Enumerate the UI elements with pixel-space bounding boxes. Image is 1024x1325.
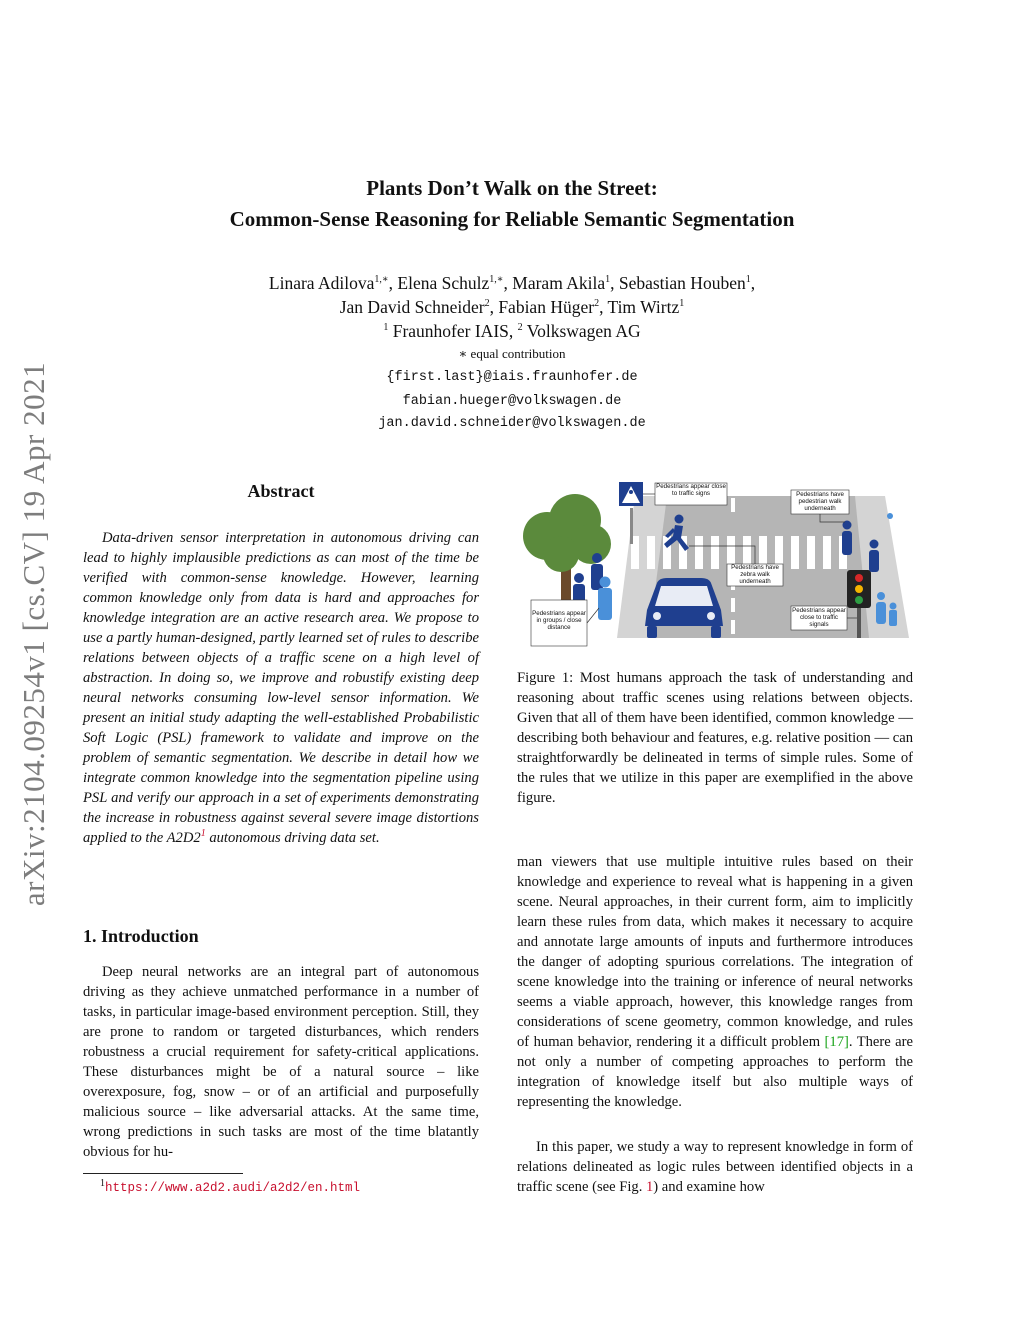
- abstract-heading: Abstract: [247, 481, 315, 501]
- footnote-url-link[interactable]: https://www.a2d2.audi/a2d2/en.html: [105, 1181, 361, 1195]
- email-schneider: jan.david.schneider@volkswagen.de: [378, 416, 646, 431]
- right-column-paragraph-2: In this paper, we study a way to represent knowledge in form of relations delineated as logic rules between identified objects in a traffic scene (see Fig. 1) and examine how: [517, 1139, 913, 1195]
- paper-title-line-2: Common-Sense Reasoning for Reliable Semantic Segmentation: [229, 207, 795, 231]
- label-traffic-signals: Pedestrians appear close to traffic signals: [792, 607, 846, 628]
- label-traffic-signs: Pedestrians appear close to traffic signs: [656, 483, 726, 497]
- email-hueger: fabian.hueger@volkswagen.de: [402, 394, 622, 409]
- affiliations: $^1$ Fraunhofer IAIS, $^2$ Volkswagen AG: [383, 321, 641, 341]
- citation-17-link[interactable]: [17]: [824, 1034, 849, 1050]
- label-zebra-walk: Pedestrians have zebra walk underneath: [731, 564, 779, 585]
- figure-1-caption: Figure 1: Most humans approach the task of understanding and reasoning about traffic scenes using relations between objects. Given that all of them have been identified, common knowledge — describing both behaviour and features, e.g. relative position — can straightforwardly be delineated in terms of simple rules. Some of the rules that we utilize in this paper are exemplified in the above figure.: [517, 670, 913, 806]
- abstract-body: Data-driven sensor interpretation in autonomous driving can lead to highly implausible predictions as can most of the time be verified with common-sense knowledge. However, learning common knowledge only from data is hard and approaches for knowledge integration are an active research area. We propose to use a partly human-designed, partly learned set of rules to describe relations between objects of a traffic scene on a high level of abstraction. In doing so, we improve and robustify existing deep neural networks consuming low-level sensor information. We present an initial study adapting the well-established Probabilistic Soft Logic (PSL) framework to validate and improve on the problem of semantic segmentation. We describe in detail how we integrate common knowledge into the segmentation pipeline using PSL and verify our approach in a set of experiments demonstrating the increase in robustness against several severe image distortions applied to the $A2D2^1$ autonomous driving data set.: [83, 530, 479, 846]
- footnote-rule: [83, 1173, 243, 1174]
- authors-line-1: Linara Adilova$^{1,∗}$, Elena Schulz$^{1,∗}$, Maram Akila$^1$, Sebastian Houben$^1$,: [268, 273, 756, 293]
- introduction-heading: 1. Introduction: [83, 926, 199, 946]
- authors-line-2: Jan David Schneider$^2$, Fabian Hüger$^2$, Tim Wirtz$^1$: [339, 297, 685, 317]
- footnote: $^1$https://www.a2d2.audi/a2d2/en.html: [100, 1178, 361, 1195]
- introduction-paragraph-1: Deep neural networks are an integral part of autonomous driving as they achieve unmatched performance in a number of tasks, in particular image-based environment perception. Still, they are prone to random or targeted disturbances, which renders robustness a crucial requirement for safety-critical applications. These disturbances might be of a natural source – like overexposure, fog, snow – or of an artificial and purposefully malicious source – like adversarial attacks. At the same time, wrong predictions in such tasks are most of the time blatantly obvious for hu-: [83, 964, 479, 1160]
- figure-1-ref-link[interactable]: 1: [646, 1179, 654, 1195]
- right-column-paragraph-1: man viewers that use multiple intuitive rules based on their knowledge and experience to reveal what is happening in a given scene. Neural approaches, in their current form, aim to implicitly learn these rules from data, which makes it necessary to acquire and annotate large amounts of inputs and furthermore introduces the danger of adopting spurious correlations. The integration of scene knowledge into the training or inference of neural networks seems a viable approach, however, this knowledge ranges from considerations of scene geometry, common knowledge, and rules of human behavior, rendering it a difficult problem [17]. There are not only a number of competing approaches to perform the integration of knowledge itself but also multiple ways of representing the knowledge.: [517, 854, 913, 1110]
- paper-title-line-1: Plants Don’t Walk on the Street:: [366, 176, 658, 200]
- equal-contribution-note: ∗ equal contribution: [458, 346, 566, 361]
- arxiv-stamp: arXiv:2104.09254v1 [cs.CV] 19 Apr 2021: [16, 361, 51, 907]
- footnote-marker[interactable]: 1: [200, 828, 206, 840]
- label-walk-underneath: Pedestrians have pedestrian walk underneath: [796, 491, 844, 512]
- label-groups: Pedestrians appear in groups / close distance: [532, 610, 586, 631]
- figure-1-traffic-scene: [517, 478, 913, 650]
- email-iais: {first.last}@iais.fraunhofer.de: [386, 370, 638, 385]
